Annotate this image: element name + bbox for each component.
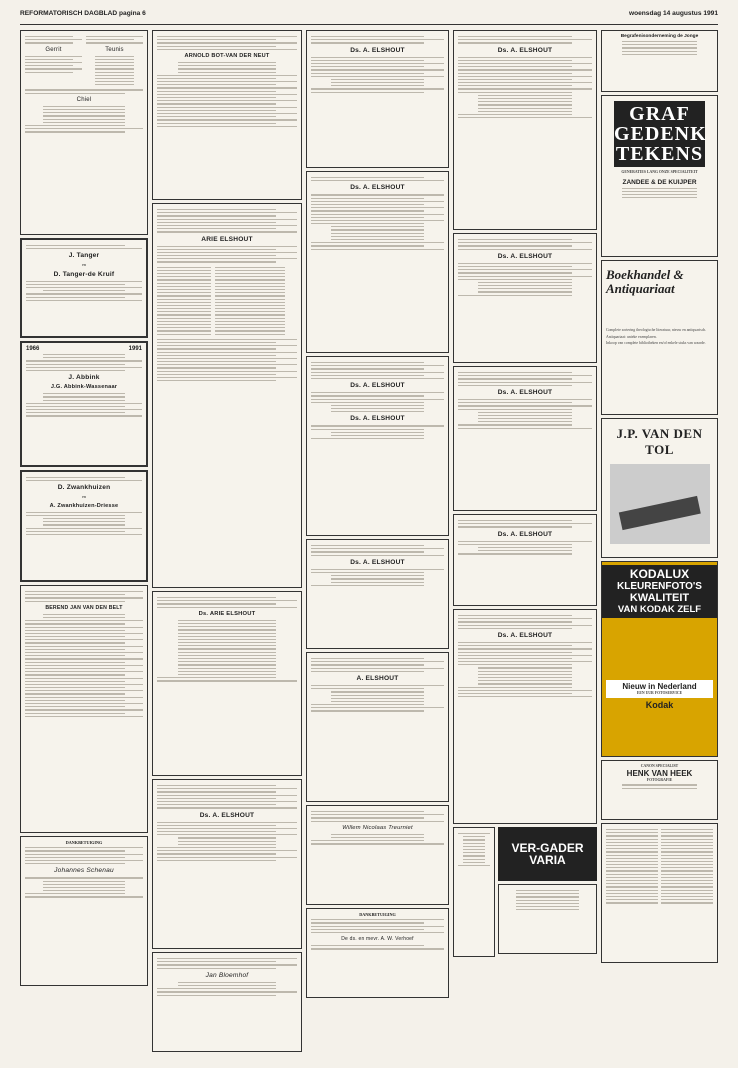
notice-name: D. Zwankhuizen — [57, 484, 111, 492]
notice-name: Willem Nicolaas Treurniet — [342, 824, 413, 831]
heek-sub: FOTOGRAFIE — [646, 777, 673, 782]
notice-name: Ds. A. ELSHOUT — [497, 388, 553, 396]
ad-vandentol — [601, 418, 718, 558]
header-left: REFORMATORISCH DAGBLAD pagina 6 — [20, 10, 146, 17]
column-2 — [152, 30, 302, 1056]
notice-name: D. Tanger-de Kruif — [53, 270, 115, 278]
notice-name: Teunis — [105, 46, 124, 53]
notice-arie-elshout — [152, 203, 302, 588]
vandentol-name: J.P. VAN DEN TOL — [616, 426, 703, 457]
graf-line2: GEDENK — [614, 123, 707, 145]
graf-sub: GENERATIES LANG ONZE SPECIALITEIT — [621, 170, 698, 174]
notice-church-services — [601, 823, 718, 963]
year-right: 1991 — [128, 346, 142, 352]
notice-name: Ds. A. ELSHOUT — [199, 811, 255, 819]
notice-c4-a — [453, 30, 597, 230]
notice-abbink — [20, 341, 148, 467]
notice-and: en — [82, 262, 86, 268]
nieuw-sub: EEN UUR FOTOSERVICE — [636, 691, 683, 695]
kodalux-line2: KLEURENFOTO'S — [617, 581, 702, 592]
kodalux-line1: KODALUX — [629, 567, 690, 581]
notice-verhoef — [306, 908, 449, 998]
notice-c4-b — [453, 233, 597, 363]
notice-c4-e — [453, 609, 597, 824]
notice-treurniet — [306, 805, 449, 905]
notice-ds-arie-elshout — [152, 591, 302, 776]
notice-name: A. Zwankhuizen-Driesse — [49, 502, 119, 509]
notice-name: ARIE ELSHOUT — [201, 235, 253, 243]
notice-name: Chiel — [76, 96, 92, 103]
ad-grafgedenktekens — [601, 95, 718, 257]
kodak-label: Kodak — [645, 699, 674, 710]
column-5 — [601, 30, 718, 1056]
year-left: 1966 — [26, 346, 40, 352]
notice-name: Ds. A. ELSHOUT — [350, 415, 405, 423]
notice-and: en — [82, 494, 86, 500]
nieuw-title: Nieuw in Nederland — [622, 682, 697, 691]
page-header — [20, 10, 718, 25]
notice-bloemhof — [152, 952, 302, 1052]
notice-name: A. ELSHOUT — [356, 674, 399, 682]
boekhandel-title: Boekhandel & Antiquariaat — [606, 267, 684, 296]
notice-name: J.G. Abbink-Wassenaar — [50, 384, 118, 391]
notice-name: Ds. A. ELSHOUT — [497, 46, 553, 54]
notice-c3-c — [306, 356, 449, 536]
c4-bottom-row — [453, 827, 597, 957]
ad-title: Begrafenisonderneming de Jonge — [620, 34, 699, 39]
notice-vergader — [498, 884, 597, 954]
notice-name: Ds. A. ELSHOUT — [350, 558, 405, 566]
graf-line3: TEKENS — [615, 143, 704, 165]
shop-photo — [610, 464, 710, 544]
dank-head: DANKBETUIGING — [359, 912, 396, 917]
notice-name: J. Abbink — [68, 374, 100, 382]
ad-kodalux — [601, 561, 718, 757]
notice-name: Jan Bloemhof — [205, 971, 249, 979]
notice-ds-elshout-3 — [152, 779, 302, 949]
kodalux-line3: KWALITEIT — [629, 592, 690, 604]
notice-tanger — [20, 238, 148, 338]
notice-c4-c — [453, 366, 597, 511]
notice-name: Ds. A. ELSHOUT — [350, 184, 405, 192]
canon-label: CANON SPECIALIST — [640, 764, 679, 768]
notice-schenau — [20, 836, 148, 986]
ad-henk-van-heek — [601, 760, 718, 820]
zandee-name: ZANDEE & DE KUIJPER — [622, 178, 697, 186]
column-3 — [306, 30, 449, 1056]
kodalux-line4: VAN KODAK ZELF — [617, 604, 702, 615]
column-1 — [20, 30, 148, 1056]
column-4 — [453, 30, 597, 1056]
boek-bullet-3: Inkoop van complete bibliotheken en/of enkele stuks van waarde. — [606, 341, 706, 346]
notice-name: Gerrit — [45, 46, 62, 53]
graf-line1: GRAF — [629, 103, 690, 125]
notice-gerrit-teunis — [20, 30, 148, 235]
header-right: woensdag 14 augustus 1991 — [628, 10, 718, 17]
notice-c3-e — [306, 652, 449, 802]
notice-name: Ds. ARIE ELSHOUT — [198, 610, 256, 617]
notice-c3-a — [306, 30, 449, 168]
notice-c3-b — [306, 171, 449, 353]
notice-small — [453, 827, 495, 957]
notice-name: Ds. A. ELSHOUT — [350, 46, 405, 54]
notice-name: BEREND JAN VAN DEN BELT — [45, 604, 123, 611]
notice-van-den-belt — [20, 585, 148, 833]
boek-bullet-1: Complete sortering theologische literatuur, nieuw en antiquarisch. — [606, 328, 707, 332]
notice-name: Ds. A. ELSHOUT — [497, 631, 553, 639]
notice-c3-d — [306, 539, 449, 649]
notice-zwankhuizen — [20, 470, 148, 582]
dank-head: DANKBETUIGING — [65, 840, 103, 845]
notice-name: ARNOLD BOT-VAN DER NEUT — [184, 52, 270, 59]
boek-bullet-2: Antiquariaat: unieke exemplaren. — [606, 334, 657, 339]
notice-name: Ds. A. ELSHOUT — [350, 382, 405, 390]
ad-begrafenis — [601, 30, 718, 92]
vergader-varia-banner: VER-GADER VARIA — [498, 827, 597, 881]
notice-name: Johannes Schenau — [54, 867, 114, 875]
ad-boekhandel — [601, 260, 718, 415]
notice-name: De ds. en mevr. A. W. Verhoef — [341, 936, 414, 943]
notice-name: Ds. A. ELSHOUT — [497, 252, 553, 260]
notice-c4-d — [453, 514, 597, 606]
notice-name: J. Tanger — [68, 252, 100, 260]
heek-name: HENK VAN HEEK — [626, 768, 693, 778]
notice-bot — [152, 30, 302, 200]
notice-name: Ds. A. ELSHOUT — [497, 530, 553, 538]
